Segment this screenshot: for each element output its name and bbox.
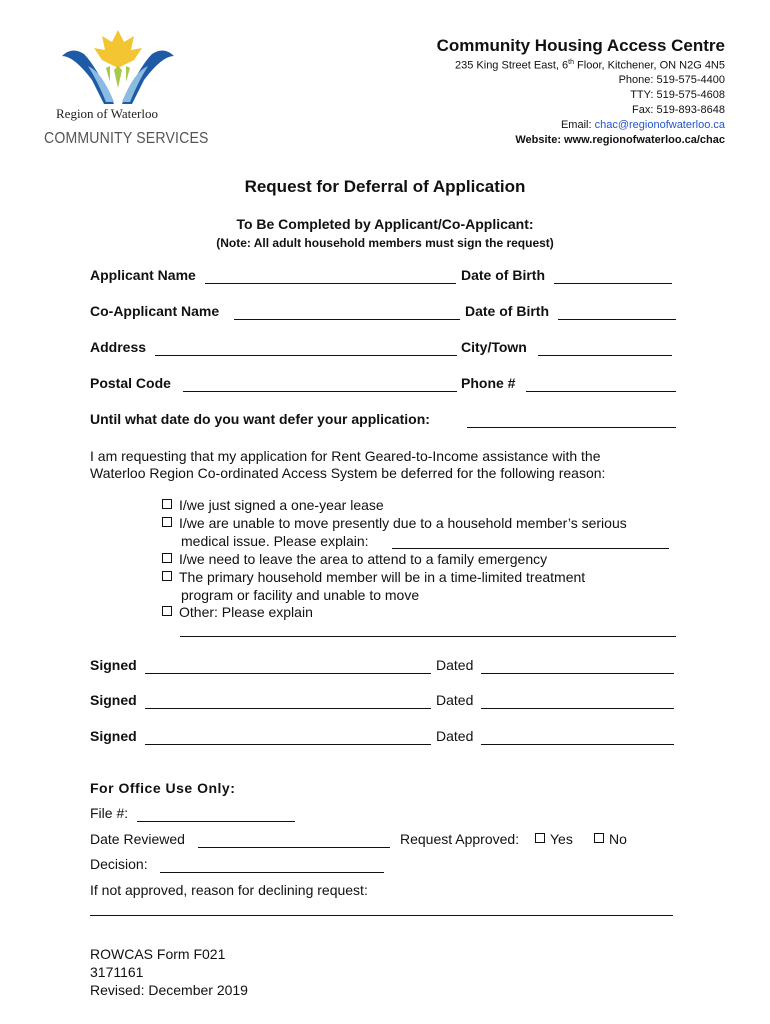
org-fax: Fax: 519-893-8648 [632, 104, 725, 116]
postal-field[interactable] [183, 391, 457, 392]
logo-subtitle: COMMUNITY SERVICES [44, 130, 209, 147]
applicant-name-label: Applicant Name [90, 267, 196, 283]
decline-reason-field[interactable] [90, 915, 673, 916]
form-note: (Note: All adult household members must sign the request) [216, 236, 554, 250]
signed-label-1: Signed [90, 657, 137, 673]
form-subtitle: To Be Completed by Applicant/Co-Applicant: [236, 216, 534, 232]
logo-mark-icon [44, 26, 194, 106]
dob-field-2[interactable] [558, 319, 676, 320]
decline-reason-label: If not approved, reason for declining request: [90, 882, 368, 898]
dated-field-3[interactable] [481, 744, 674, 745]
defer-until-label: Until what date do you want defer your application: [90, 411, 430, 427]
checkbox[interactable] [162, 517, 172, 527]
dob-field-1[interactable] [554, 283, 672, 284]
reason-emergency[interactable]: I/we need to leave the area to attend to a family emergency [162, 551, 547, 567]
reason-treatment-2: program or facility and unable to move [181, 587, 420, 603]
approved-label: Request Approved: [400, 831, 520, 847]
checkbox[interactable] [162, 606, 172, 616]
dated-label-3: Dated [436, 728, 474, 744]
defer-until-field[interactable] [467, 427, 676, 428]
office-heading: For Office Use Only: [90, 780, 236, 796]
address-field[interactable] [155, 355, 457, 356]
dated-field-1[interactable] [481, 673, 674, 674]
signed-label-3: Signed [90, 728, 137, 744]
checkbox-yes[interactable] [535, 833, 545, 843]
signature-field-2[interactable] [145, 708, 431, 709]
other-explain-field[interactable] [180, 636, 676, 637]
form-title: Request for Deferral of Application [244, 177, 526, 196]
reason-medical-explain: medical issue. Please explain: [181, 533, 369, 549]
checkbox[interactable] [162, 553, 172, 563]
region-logo [44, 26, 209, 154]
org-phone: Phone: 519-575-4400 [618, 74, 725, 86]
file-label: File #: [90, 805, 129, 821]
approved-no[interactable]: No [594, 831, 627, 847]
checkbox[interactable] [162, 499, 172, 509]
city-label: City/Town [461, 339, 527, 355]
date-reviewed-field[interactable] [198, 847, 390, 848]
logo-name: Region of Waterloo [56, 106, 158, 121]
reason-lease[interactable]: I/we just signed a one-year lease [162, 497, 384, 513]
revised-date: Revised: December 2019 [90, 982, 248, 998]
reason-other[interactable]: Other: Please explain [162, 604, 313, 620]
postal-label: Postal Code [90, 375, 171, 391]
org-tty: TTY: 519-575-4608 [630, 89, 725, 101]
applicant-name-field[interactable] [205, 283, 456, 284]
reason-medical[interactable]: I/we are unable to move presently due to a household member’s serious [162, 515, 627, 531]
request-text-1: I am requesting that my application for Rent Geared-to-Income assistance with the [90, 448, 601, 464]
org-website[interactable]: Website: www.regionofwaterloo.ca/chac [515, 134, 725, 146]
checkbox[interactable] [162, 571, 172, 581]
checkbox-no[interactable] [594, 833, 604, 843]
request-text-2: Waterloo Region Co-ordinated Access System be deferred for the following reason: [90, 465, 606, 481]
dated-label-1: Dated [436, 657, 474, 673]
city-field[interactable] [538, 355, 672, 356]
org-address: 235 King Street East, 6th Floor, Kitchener, ON N2G 4N5 [455, 59, 725, 72]
dob-label-1: Date of Birth [461, 267, 545, 283]
coapplicant-name-field[interactable] [234, 319, 460, 320]
phone-label: Phone # [461, 375, 516, 391]
approved-yes[interactable]: Yes [535, 831, 573, 847]
medical-explain-field[interactable] [392, 548, 669, 549]
decision-label: Decision: [90, 856, 148, 872]
phone-field[interactable] [526, 391, 676, 392]
form-code: 3171161 [90, 964, 144, 980]
email-link[interactable]: chac@regionofwaterloo.ca [594, 119, 725, 131]
date-reviewed-label: Date Reviewed [90, 831, 185, 847]
dated-label-2: Dated [436, 692, 474, 708]
decision-field[interactable] [160, 872, 384, 873]
coapplicant-name-label: Co-Applicant Name [90, 303, 220, 319]
form-number: ROWCAS Form F021 [90, 946, 226, 962]
file-field[interactable] [137, 821, 295, 822]
signed-label-2: Signed [90, 692, 137, 708]
dob-label-2: Date of Birth [465, 303, 549, 319]
address-label: Address [90, 339, 147, 355]
signature-field-3[interactable] [145, 744, 431, 745]
signature-field-1[interactable] [145, 673, 431, 674]
reason-treatment[interactable]: The primary household member will be in a time-limited treatment [162, 569, 585, 585]
org-email: Email: chac@regionofwaterloo.ca [560, 119, 725, 131]
org-title: Community Housing Access Centre [436, 36, 725, 55]
dated-field-2[interactable] [481, 708, 674, 709]
